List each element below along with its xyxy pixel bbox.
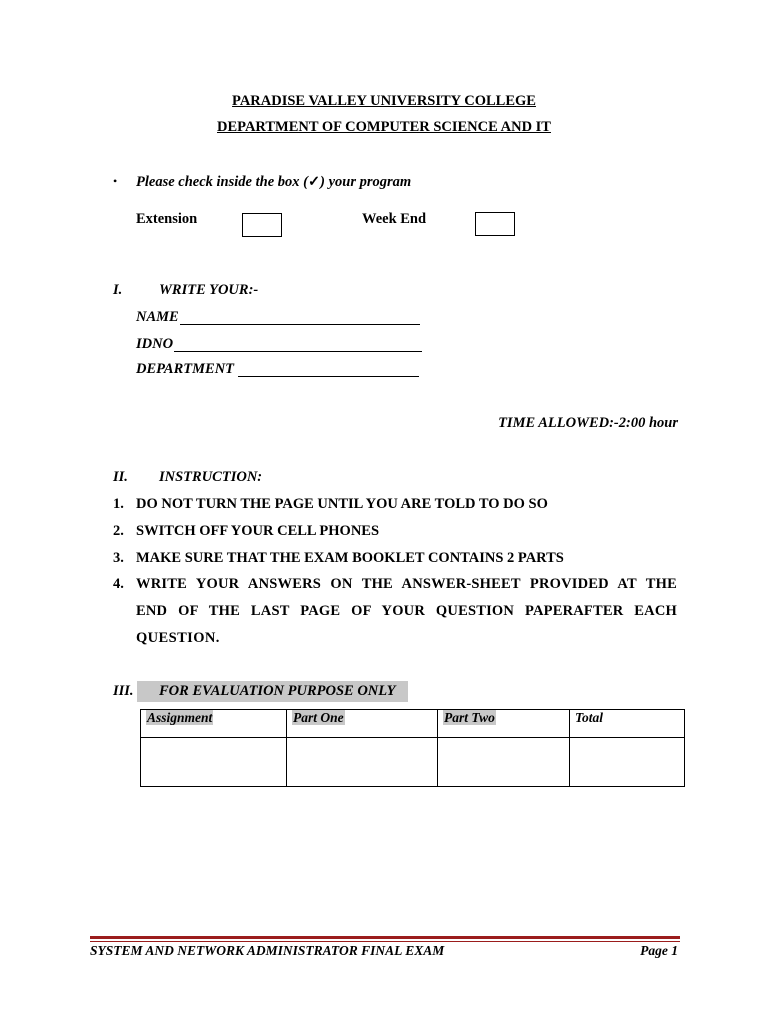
- instruction-number: 4.: [113, 576, 124, 592]
- instruction-text-line: QUESTION.: [136, 630, 220, 646]
- footer-page-number: Page 1: [640, 943, 678, 958]
- instruction-number: 3.: [113, 550, 124, 566]
- total-score-cell[interactable]: [570, 738, 685, 787]
- check-mark-icon: ✓: [307, 174, 321, 190]
- instruction-text: MAKE SURE THAT THE EXAM BOOKLET CONTAINS 2 PARTS: [136, 550, 564, 566]
- section-two-title: INSTRUCTION:: [159, 469, 263, 485]
- section-one-title: WRITE YOUR:-: [159, 282, 259, 298]
- instruction-number: 1.: [113, 496, 124, 512]
- table-header-cell: [141, 710, 287, 738]
- footer-divider-thin: [90, 941, 680, 942]
- extension-checkbox[interactable]: [242, 213, 282, 237]
- table-header-cell: [438, 710, 570, 738]
- weekend-label: Week End: [362, 211, 427, 227]
- department-label: DEPARTMENT: [136, 361, 235, 377]
- footer-exam-title: SYSTEM AND NETWORK ADMINISTRATOR FINAL EXAM: [90, 943, 445, 958]
- department-field[interactable]: [238, 376, 419, 377]
- column-total: Total: [575, 710, 604, 725]
- assignment-score-cell[interactable]: [141, 738, 287, 787]
- program-instruction: [136, 174, 411, 191]
- table-header-cell: [570, 710, 685, 738]
- section-two-number: II.: [113, 469, 128, 485]
- weekend-checkbox[interactable]: [475, 212, 515, 236]
- column-assignment: Assignment: [147, 710, 213, 725]
- column-part-one: Part One: [293, 710, 344, 725]
- instruction-text: SWITCH OFF YOUR CELL PHONES: [136, 523, 380, 539]
- name-label: NAME: [136, 309, 179, 325]
- part-one-score-cell[interactable]: [287, 738, 438, 787]
- department-title: DEPARTMENT OF COMPUTER SCIENCE AND IT: [217, 119, 551, 135]
- instruction-number: 2.: [113, 523, 124, 539]
- time-allowed: TIME ALLOWED:-2:00 hour: [498, 415, 678, 431]
- instruction-text-line: WRITE YOUR ANSWERS ON THE ANSWER-SHEET PROVIDED AT THE: [136, 576, 677, 592]
- part-two-score-cell[interactable]: [438, 738, 570, 787]
- section-three-title: FOR EVALUATION PURPOSE ONLY: [137, 681, 408, 702]
- bullet-icon: •: [113, 174, 118, 188]
- program-instruction-prefix: Please check inside the box (: [136, 174, 308, 190]
- column-part-two: Part Two: [444, 710, 495, 725]
- footer-divider-thick: [90, 936, 680, 939]
- idno-field[interactable]: [174, 351, 422, 352]
- idno-label: IDNO: [136, 336, 174, 352]
- section-three-number: III.: [113, 683, 134, 699]
- evaluation-table: [140, 709, 685, 787]
- table-header-row: [141, 710, 685, 738]
- table-row: [141, 738, 685, 787]
- institution-title: PARADISE VALLEY UNIVERSITY COLLEGE: [232, 93, 536, 109]
- instruction-text-line: END OF THE LAST PAGE OF YOUR QUESTION PAPERAFTER EACH: [136, 603, 677, 619]
- program-instruction-suffix: ) your program: [320, 174, 412, 190]
- instruction-text: DO NOT TURN THE PAGE UNTIL YOU ARE TOLD TO DO SO: [136, 496, 548, 512]
- table-header-cell: [287, 710, 438, 738]
- section-one-number: I.: [113, 282, 123, 298]
- extension-label: Extension: [136, 211, 198, 227]
- name-field[interactable]: [180, 324, 420, 325]
